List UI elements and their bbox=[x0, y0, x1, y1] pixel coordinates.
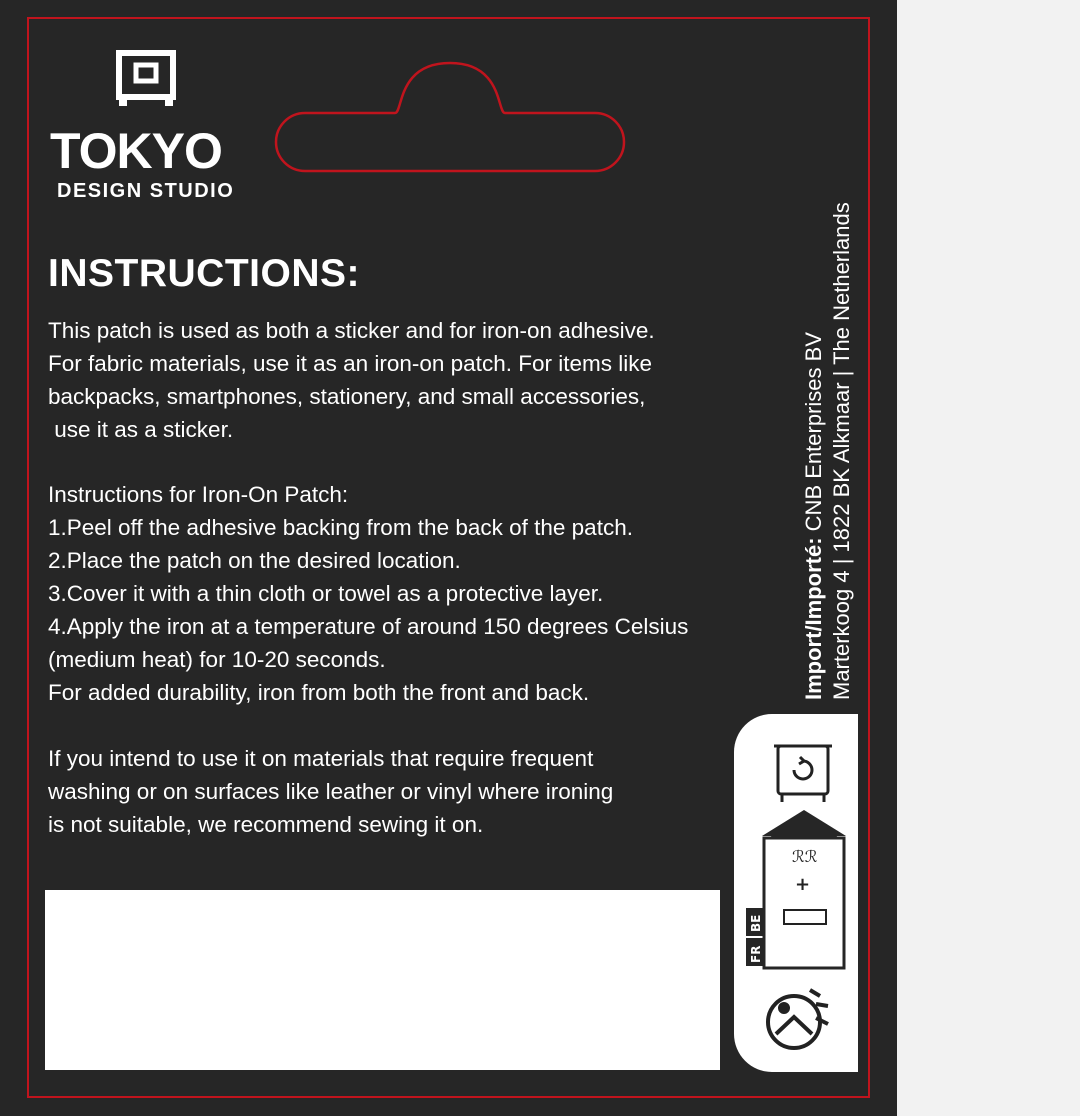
steps-line: 1.Peel off the adhesive backing from the back of the patch. bbox=[48, 515, 633, 540]
tokyo-logo-icon bbox=[116, 50, 176, 108]
intro-line: use it as a sticker. bbox=[48, 417, 234, 442]
background-strip bbox=[897, 0, 1080, 1116]
label-area bbox=[45, 890, 720, 1070]
svg-text:+: + bbox=[795, 874, 811, 895]
steps-line: Instructions for Iron-On Patch: bbox=[48, 482, 349, 507]
hang-hole-outline bbox=[265, 55, 635, 180]
steps-line: 4.Apply the iron at a temperature of around 150 degrees Celsius bbox=[48, 614, 689, 639]
note-paragraph bbox=[48, 742, 613, 841]
steps-line: For added durability, iron from both the front and back. bbox=[48, 680, 590, 705]
intro-line: backpacks, smartphones, stationery, and small accessories, bbox=[48, 384, 646, 409]
brand-subtitle: DESIGN STUDIO bbox=[57, 180, 235, 202]
note-line: is not suitable, we recommend sewing it on. bbox=[48, 812, 484, 837]
intro-line: For fabric materials, use it as an iron-on patch. For items like bbox=[48, 351, 652, 376]
importer-address bbox=[800, 40, 856, 700]
sorting-symbol: ℛℛ bbox=[792, 847, 818, 866]
recycling-info-panel bbox=[732, 712, 860, 1074]
brand-name: TOKYO bbox=[50, 123, 222, 179]
instructions-heading: INSTRUCTIONS: bbox=[48, 252, 360, 295]
steps-line: (medium heat) for 10-20 seconds. bbox=[48, 647, 386, 672]
steps-line: 2.Place the patch on the desired location. bbox=[48, 548, 461, 573]
country-code-fr: FR bbox=[749, 945, 763, 963]
steps-line: 3.Cover it with a thin cloth or towel as a protective layer. bbox=[48, 581, 604, 606]
intro-line: This patch is used as both a sticker and for iron-on adhesive. bbox=[48, 318, 655, 343]
country-code-be: BE bbox=[749, 914, 763, 932]
note-line: washing or on surfaces like leather or vinyl where ironing bbox=[48, 779, 614, 804]
steps-paragraph bbox=[48, 478, 688, 709]
note-line: If you intend to use it on materials that require frequent bbox=[48, 746, 594, 771]
importer-company: CNB Enterprises BV bbox=[801, 332, 826, 538]
importer-label: Import/Importé: bbox=[801, 537, 826, 700]
intro-paragraph bbox=[48, 314, 655, 446]
importer-street: Marterkoog 4 | 1822 BK Alkmaar | The Netherlands bbox=[829, 202, 854, 700]
